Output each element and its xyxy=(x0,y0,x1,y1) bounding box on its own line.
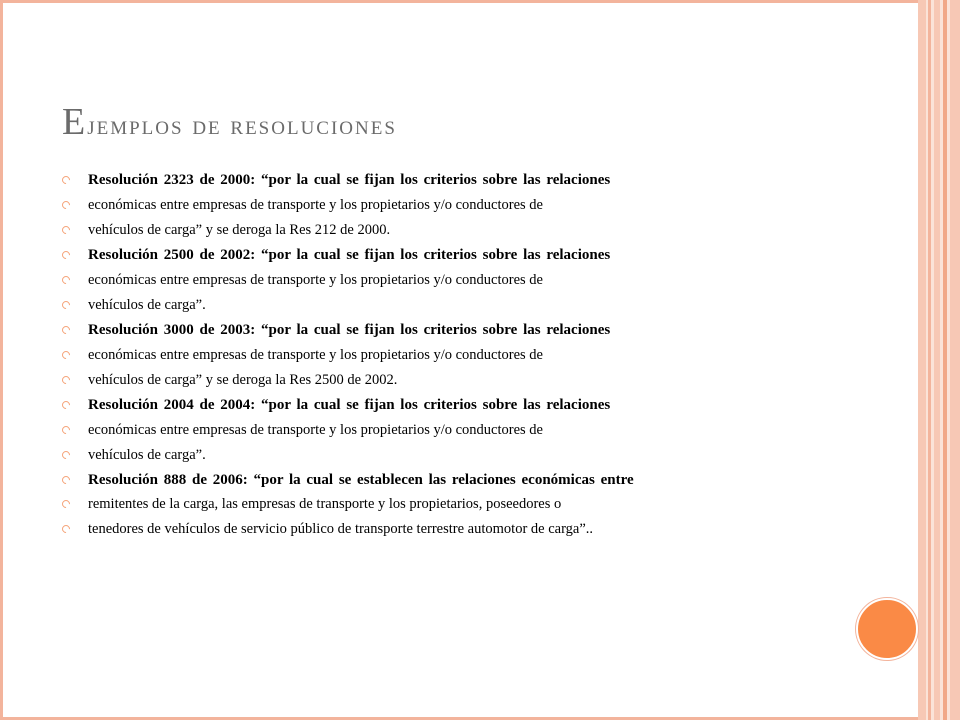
list-item xyxy=(62,496,822,513)
bullet-icon xyxy=(60,349,71,360)
list-item xyxy=(62,397,822,414)
decorative-stripes xyxy=(918,0,960,720)
list-item-text: vehículos de carga” y se deroga la Res 212 de 2000. xyxy=(88,222,391,238)
list-item-text: económicas entre empresas de transporte y los propietarios y/o conductores de xyxy=(88,347,543,363)
title-initial: E xyxy=(62,101,88,143)
slide-border-left xyxy=(0,0,3,720)
stripe xyxy=(934,0,940,720)
bullet-icon xyxy=(60,199,71,210)
bullet-icon xyxy=(60,474,71,485)
bullet-icon xyxy=(60,274,71,285)
list-item xyxy=(62,521,822,538)
list-item-text: vehículos de carga”. xyxy=(88,447,206,463)
list-item-text: económicas entre empresas de transporte y los propietarios y/o conductores de xyxy=(88,197,543,213)
bullet-icon xyxy=(60,249,71,260)
stripe xyxy=(950,0,960,720)
decorative-orange-circle xyxy=(856,598,918,660)
list-item-text: tenedores de vehículos de servicio público de transporte terrestre automotor de carga”.. xyxy=(88,521,594,537)
list-item-text: vehículos de carga”. xyxy=(88,297,206,313)
bullet-icon xyxy=(60,224,71,235)
list-item xyxy=(62,472,822,488)
list-item xyxy=(62,347,822,364)
list-item-text: Resolución 2500 de 2002: “por la cual se fijan los criterios sobre las relaciones xyxy=(88,247,611,263)
bullet-icon xyxy=(60,299,71,310)
bullet-icon xyxy=(60,399,71,410)
list-item-text: económicas entre empresas de transporte y los propietarios y/o conductores de xyxy=(88,422,543,438)
stripe xyxy=(928,0,931,720)
bullet-list xyxy=(62,172,822,546)
bullet-icon xyxy=(60,324,71,335)
title-rest: jemplos de resoluciones xyxy=(87,110,397,140)
list-item xyxy=(62,247,822,264)
list-item xyxy=(62,197,822,214)
bullet-icon xyxy=(60,374,71,385)
list-item-text: Resolución 2004 de 2004: “por la cual se fijan los criterios sobre las relaciones xyxy=(88,397,611,413)
stripe xyxy=(943,0,947,720)
stripe xyxy=(918,0,926,720)
list-item xyxy=(62,447,822,464)
list-item xyxy=(62,222,822,239)
list-item-text: Resolución 888 de 2006: “por la cual se establecen las relaciones económicas entre xyxy=(88,472,634,488)
bullet-icon xyxy=(60,449,71,460)
slide-title xyxy=(62,100,397,144)
list-item-text: remitentes de la carga, las empresas de transporte y los propietarios, poseedores o xyxy=(88,496,562,512)
list-item xyxy=(62,297,822,314)
list-item xyxy=(62,422,822,439)
list-item xyxy=(62,172,822,189)
list-item xyxy=(62,322,822,339)
bullet-icon xyxy=(60,174,71,185)
slide-border-top xyxy=(0,0,918,3)
list-item xyxy=(62,272,822,289)
list-item-text: vehículos de carga” y se deroga la Res 2500 de 2002. xyxy=(88,372,398,388)
list-item-text: económicas entre empresas de transporte y los propietarios y/o conductores de xyxy=(88,272,543,288)
list-item-text: Resolución 3000 de 2003: “por la cual se fijan los criterios sobre las relaciones xyxy=(88,322,611,338)
list-item-text: Resolución 2323 de 2000: “por la cual se fijan los criterios sobre las relaciones xyxy=(88,172,611,188)
list-item xyxy=(62,372,822,389)
bullet-icon xyxy=(60,424,71,435)
bullet-icon xyxy=(60,498,71,509)
bullet-icon xyxy=(60,523,71,534)
